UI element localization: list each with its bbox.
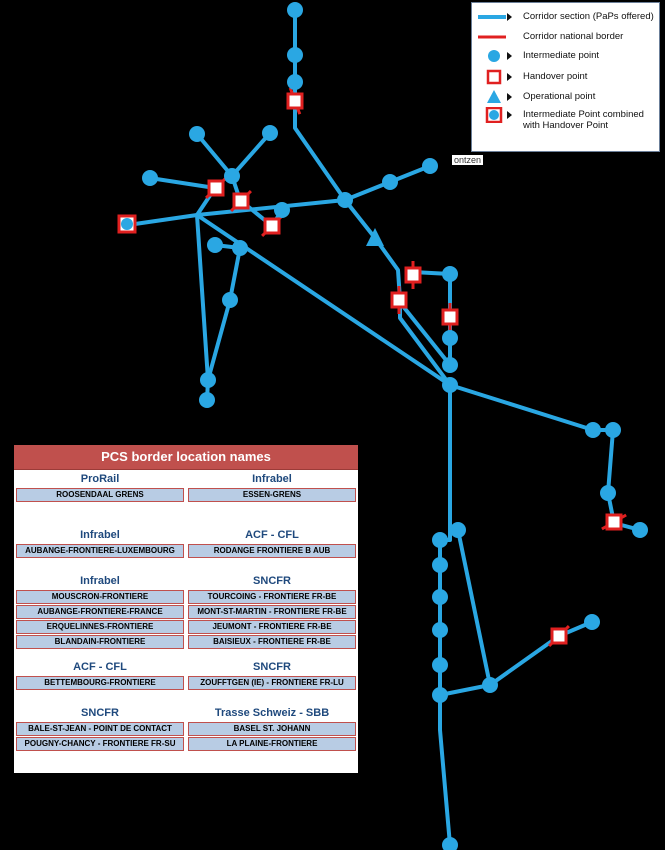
intermediate-point bbox=[287, 74, 303, 90]
corridor-section-line bbox=[150, 178, 215, 215]
intermediate-point bbox=[482, 677, 498, 693]
handover-point-icon bbox=[476, 69, 512, 85]
left-operator-header: ACF - CFL bbox=[73, 661, 127, 673]
intermediate-point bbox=[442, 357, 458, 373]
handover-point bbox=[552, 629, 566, 643]
legend-corridor-section bbox=[472, 9, 661, 25]
intermediate-point bbox=[382, 174, 398, 190]
corridor-section-line bbox=[450, 385, 640, 530]
left-operator-header: SNCFR bbox=[81, 707, 119, 719]
intermediate-point-icon bbox=[476, 48, 512, 64]
intermediate-point bbox=[199, 392, 215, 408]
combined-point-icon bbox=[476, 107, 512, 123]
intermediate-point bbox=[222, 292, 238, 308]
handover-point bbox=[406, 268, 420, 282]
handover-point bbox=[288, 94, 302, 108]
handover-point bbox=[209, 181, 223, 195]
left-operator-header: Infrabel bbox=[80, 575, 120, 587]
intermediate-point bbox=[432, 589, 448, 605]
right-location-cell: TOURCOING - FRONTIERE FR-BE bbox=[188, 590, 356, 604]
handover-point bbox=[234, 194, 248, 208]
intermediate-point bbox=[287, 47, 303, 63]
operational-point-icon bbox=[476, 89, 512, 105]
right-location-cell: JEUMONT - FRONTIERE FR-BE bbox=[188, 620, 356, 634]
intermediate-point bbox=[442, 837, 458, 850]
operator-pair-group bbox=[14, 525, 358, 560]
legend-operational-label: Operational point bbox=[523, 91, 596, 102]
legend-corridor-label: Corridor section (PaPs offered) bbox=[523, 11, 654, 22]
intermediate-point bbox=[605, 422, 621, 438]
intermediate-point bbox=[442, 266, 458, 282]
right-operator-header: ACF - CFL bbox=[245, 529, 299, 541]
right-operator-header: Infrabel bbox=[252, 473, 292, 485]
right-location-cell: BASEL ST. JOHANN bbox=[188, 722, 356, 736]
right-location-cell: ESSEN-GRENS bbox=[188, 488, 356, 502]
intermediate-point bbox=[442, 330, 458, 346]
intermediate-point bbox=[432, 532, 448, 548]
intermediate-point bbox=[337, 192, 353, 208]
intermediate-point bbox=[450, 522, 466, 538]
border-line-icon bbox=[476, 29, 512, 45]
handover-point bbox=[392, 293, 406, 307]
operator-pair-group bbox=[14, 657, 358, 692]
border-names-table bbox=[14, 445, 358, 773]
intermediate-point bbox=[600, 485, 616, 501]
intermediate-point bbox=[442, 377, 458, 393]
intermediate-point bbox=[232, 240, 248, 256]
left-location-cell: MOUSCRON-FRONTIERE bbox=[16, 590, 184, 604]
legend-intermediate-point bbox=[472, 48, 661, 64]
handover-point bbox=[607, 515, 621, 529]
left-location-cell: BETTEMBOURG-FRONTIERE bbox=[16, 676, 184, 690]
handover-point bbox=[265, 219, 279, 233]
operator-pair-group bbox=[14, 571, 358, 651]
intermediate-point bbox=[432, 557, 448, 573]
legend-intermediate-label: Intermediate point bbox=[523, 50, 600, 61]
legend-national-border bbox=[472, 29, 661, 45]
intermediate-point bbox=[584, 614, 600, 630]
combined-point-dot bbox=[121, 218, 133, 230]
left-operator-header: ProRail bbox=[80, 473, 120, 485]
legend-combined-point bbox=[472, 107, 661, 137]
intermediate-point bbox=[224, 168, 240, 184]
corridor-section-line bbox=[208, 245, 240, 380]
intermediate-point bbox=[432, 622, 448, 638]
intermediate-point bbox=[287, 2, 303, 18]
map-fragment-label: ontzen bbox=[454, 155, 482, 165]
left-location-cell: ERQUELINNES-FRONTIERE bbox=[16, 620, 184, 634]
right-location-cell: RODANGE FRONTIERE B AUB bbox=[188, 544, 356, 558]
right-location-cell: LA PLAINE-FRONTIERE bbox=[188, 737, 356, 751]
corridor-section-line bbox=[440, 530, 490, 695]
intermediate-point bbox=[262, 125, 278, 141]
map-legend bbox=[471, 2, 660, 152]
legend-handover-point bbox=[472, 69, 661, 85]
legend-operational-point bbox=[472, 89, 661, 105]
right-operator-header: SNCFR bbox=[253, 575, 291, 587]
intermediate-point bbox=[142, 170, 158, 186]
intermediate-point bbox=[432, 687, 448, 703]
legend-border-label: Corridor national border bbox=[523, 31, 624, 42]
corridor-line-icon bbox=[476, 9, 512, 25]
left-location-cell: AUBANGE-FRONTIERE-LUXEMBOURG bbox=[16, 544, 184, 558]
left-operator-header: Infrabel bbox=[80, 529, 120, 541]
right-operator-header: SNCFR bbox=[253, 661, 291, 673]
left-location-cell: ROOSENDAAL GRENS bbox=[16, 488, 184, 502]
right-location-cell: ZOUFFTGEN (IE) - FRONTIERE FR-LU bbox=[188, 676, 356, 690]
legend-handover-label: Handover point bbox=[523, 71, 588, 82]
handover-point bbox=[443, 310, 457, 324]
intermediate-point bbox=[585, 422, 601, 438]
intermediate-point bbox=[422, 158, 438, 174]
legend-combined-label: Intermediate Point combined with Handover Point bbox=[523, 109, 644, 131]
right-location-cell: MONT-ST-MARTIN - FRONTIERE FR-BE bbox=[188, 605, 356, 619]
left-location-cell: BLANDAIN-FRONTIERE bbox=[16, 635, 184, 649]
left-location-cell: BALE-ST-JEAN - POINT DE CONTACT bbox=[16, 722, 184, 736]
intermediate-point bbox=[189, 126, 205, 142]
intermediate-point bbox=[274, 202, 290, 218]
operator-pair-group bbox=[14, 469, 358, 504]
left-location-cell: AUBANGE-FRONTIERE-FRANCE bbox=[16, 605, 184, 619]
corridor-section-line bbox=[490, 622, 592, 685]
operator-pair-group bbox=[14, 703, 358, 753]
right-operator-header: Trasse Schweiz - SBB bbox=[214, 707, 330, 719]
intermediate-point bbox=[632, 522, 648, 538]
right-location-cell: BAISIEUX - FRONTIERE FR-BE bbox=[188, 635, 356, 649]
intermediate-point bbox=[432, 657, 448, 673]
intermediate-point bbox=[200, 372, 216, 388]
left-location-cell: POUGNY-CHANCY - FRONTIERE FR-SU bbox=[16, 737, 184, 751]
intermediate-point bbox=[207, 237, 223, 253]
table-title: PCS border location names bbox=[14, 445, 358, 470]
